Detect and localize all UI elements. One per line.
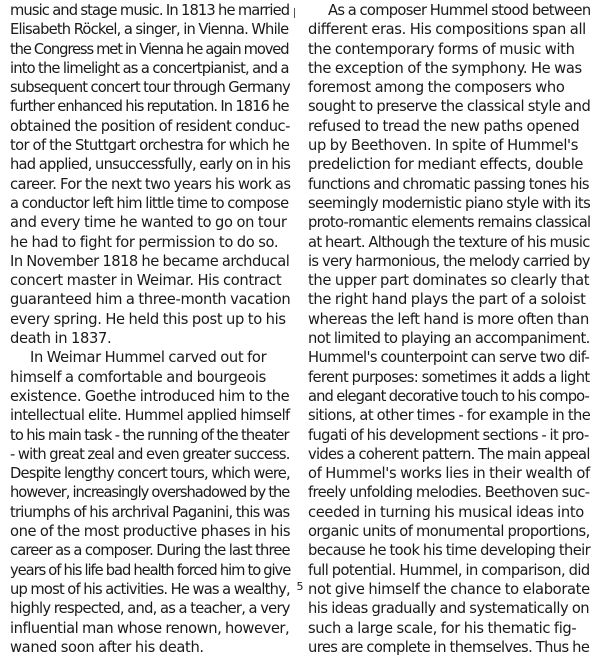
text-line: career as a composer. During the last three	[10, 542, 290, 560]
text-line: into the limelight as a concertpianist, and a	[10, 59, 289, 77]
text-line: every spring. He held this post up to his	[10, 310, 286, 328]
text-line: In November 1818 he became archducal	[10, 252, 290, 270]
text-line: seemingly modernistic piano style with its	[308, 194, 591, 212]
text-line: up by Beethoven. In spite of Hummel's	[308, 137, 579, 155]
text-line: not limited to playing an accompaniment.	[308, 330, 590, 348]
text-line: and elegant decorative touch to his compo-	[308, 387, 589, 405]
text-line: triumphs of his archrival Paganini, this was	[10, 503, 290, 521]
text-line: and every time he wanted to go on tour	[10, 214, 287, 232]
text-line: fugati of his development sections - it pro-	[308, 426, 589, 444]
text-line: music and stage music. In 1813 he married	[10, 2, 290, 19]
text-line: up most of his activities. He was a wealthy,	[10, 580, 290, 598]
text-line: Hummel's counterpoint can serve two dif-	[308, 349, 590, 367]
text-line: freely unfolding melodies. Beethoven suc-	[308, 484, 590, 502]
page-number: 5	[296, 580, 304, 593]
text-line: predeliction for mediant effects, double	[308, 156, 584, 174]
text-line: further enhanced his reputation. In 1816 he	[10, 98, 289, 116]
text-line: the exception of the symphony. He was	[308, 59, 582, 77]
text-line: As a composer Hummel stood between	[328, 2, 591, 19]
text-line: such a large scale, for his thematic fig-	[308, 619, 577, 637]
text-line: guaranteed him a three-month vacation	[10, 291, 291, 309]
text-line: different eras. His compositions span all	[308, 21, 586, 39]
text-line: Despite lengthy concert tours, which were,	[10, 465, 290, 483]
text-line: whereas the left hand is more often than	[308, 310, 589, 328]
text-line: one of the most productive phases in his	[10, 523, 291, 541]
text-line: intellectual elite. Hummel applied himself	[10, 407, 290, 425]
text-line: vides a coherent pattern. The main appeal	[308, 445, 590, 463]
text-line: In Weimar Hummel carved out for	[30, 349, 267, 367]
text-line: the contemporary forms of music with	[308, 40, 575, 58]
text-line: existence. Goethe introduced him to the	[10, 387, 290, 405]
text-line: had applied, unsuccessfully, early on in his	[10, 156, 291, 174]
text-line: at heart. Although the texture of his music	[308, 233, 590, 251]
text-line: refused to tread the new paths opened	[308, 117, 580, 135]
text-line: full potential. Hummel, in comparison, did	[308, 561, 590, 579]
text-line: Elisabeth Röckel, a singer, in Vienna. While	[10, 21, 289, 39]
text-column-right	[308, 1, 590, 657]
text-line: not give himself the chance to elaborate	[308, 580, 590, 598]
text-line: ceeded in turning his musical ideas into	[308, 503, 584, 521]
text-line: sought to preserve the classical style and	[308, 98, 591, 116]
text-line: foremost among the composers who	[308, 79, 565, 97]
text-line: obtained the position of resident conduc-	[10, 117, 290, 135]
text-line: - with great zeal and even greater success.	[10, 445, 290, 463]
text-line: ferent purposes: sometimes it adds a light	[308, 368, 590, 386]
text-line: of Hummel's works lies in their wealth of	[308, 465, 590, 483]
text-line: himself a comfortable and bourgeois	[10, 368, 266, 386]
text-line: he had to fight for permission to do so.	[10, 233, 279, 251]
text-line: years of his life bad health forced him to give	[10, 561, 291, 579]
text-line: waned soon after his death.	[10, 638, 204, 656]
text-line: the upper part dominates so clearly that	[308, 272, 590, 290]
text-line: his ideas gradually and systematically on	[308, 600, 590, 618]
text-line: death in 1837.	[10, 330, 112, 348]
text-line: however, increasingly overshadowed by the	[10, 484, 290, 502]
text-line: because he took his time developing their	[308, 542, 591, 560]
text-line: highly respected, and, as a teacher, a very	[10, 600, 290, 618]
text-line: the right hand plays the part of a soloist	[308, 291, 586, 309]
text-line: the Congress met in Vienna he again moved	[10, 40, 289, 58]
text-line: tor of the Stuttgart orchestra for which he	[10, 137, 290, 155]
text-line: to his main task - the running of the theater	[10, 426, 289, 444]
text-line: organic units of monumental proportions,	[308, 523, 590, 541]
text-line: functions and chromatic passing tones his	[308, 175, 589, 193]
text-column-left	[10, 1, 290, 657]
text-line: influential man whose renown, however,	[10, 619, 290, 637]
text-line: sitions, at other times - for example in the	[308, 407, 591, 425]
text-line: career. For the next two years his work as	[10, 175, 291, 193]
column-divider	[294, 8, 295, 18]
text-line: is very harmonious, the melody carried by	[308, 252, 590, 270]
text-line: proto-romantic elements remains classical	[308, 214, 591, 232]
text-line: concert master in Weimar. His contract	[10, 272, 282, 290]
text-line: a conductor left him little time to compose	[10, 194, 289, 212]
text-line: ures are complete in themselves. Thus he	[308, 638, 590, 656]
text-line: subsequent concert tour through Germany	[10, 79, 290, 97]
